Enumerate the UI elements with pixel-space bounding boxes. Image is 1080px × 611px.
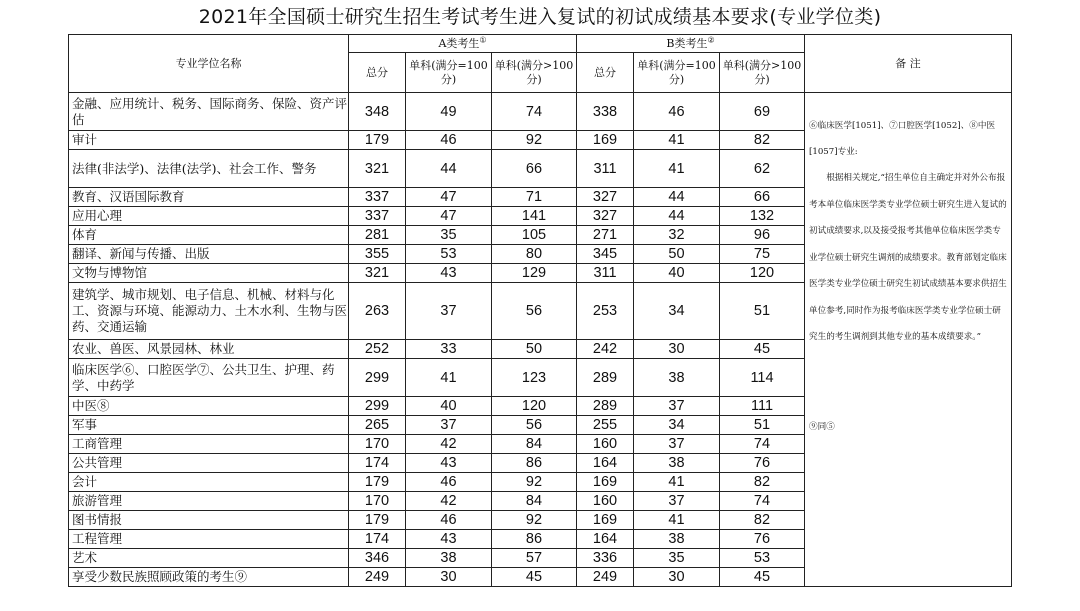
row-a-total: 170 — [349, 435, 406, 454]
row-b-total: 169 — [577, 473, 634, 492]
row-degree-name: 建筑学、城市规划、电子信息、机械、材料与化工、资源与环境、能源动力、土木水利、生物与医药、交通运输 — [69, 283, 349, 340]
row-b-total: 255 — [577, 416, 634, 435]
row-a-total: 174 — [349, 530, 406, 549]
row-b-s2: 45 — [720, 340, 805, 359]
row-b-s2: 111 — [720, 397, 805, 416]
remark-same-as-note: ⑨同⑤ — [809, 421, 835, 432]
row-a-s2: 86 — [492, 530, 577, 549]
row-b-total: 336 — [577, 549, 634, 568]
row-degree-name: 军事 — [69, 416, 349, 435]
header-remark: 备 注 — [805, 35, 1012, 93]
row-a-s2: 50 — [492, 340, 577, 359]
row-a-s2: 123 — [492, 359, 577, 397]
row-degree-name: 农业、兽医、风景园林、林业 — [69, 340, 349, 359]
row-degree-name: 临床医学⑥、口腔医学⑦、公共卫生、护理、药学、中药学 — [69, 359, 349, 397]
row-a-total: 321 — [349, 150, 406, 188]
header-group-b-label: B类考生 — [666, 36, 708, 50]
row-b-total: 327 — [577, 188, 634, 207]
row-b-s1: 44 — [634, 188, 720, 207]
remark-regulation-text: 根据相关规定,“招生单位自主确定并对外公布报考本单位临床医学类专业学位硕士研究生进入复试的初试成绩要求,以及接受报考其他单位临床医学类专业学位硕士研究生调剂的成绩要求。教育部划定临床医学类专业学位硕士研究生初试成绩基本要求供招生单位参考,同时作为报考临床医学类专业学位硕士研究生的考生调剂到其他专业的基本成绩要求。” — [809, 173, 1007, 342]
row-b-total: 160 — [577, 492, 634, 511]
row-a-total: 179 — [349, 131, 406, 150]
row-a-s2: 120 — [492, 397, 577, 416]
row-a-s2: 92 — [492, 131, 577, 150]
row-b-s1: 35 — [634, 549, 720, 568]
row-b-total: 327 — [577, 207, 634, 226]
row-a-s1: 35 — [406, 226, 492, 245]
header-group-a-mark: ① — [479, 34, 487, 44]
header-group-a — [349, 35, 577, 53]
row-a-s2: 86 — [492, 454, 577, 473]
header-group-a-label: A类考生 — [438, 36, 480, 50]
row-a-total: 265 — [349, 416, 406, 435]
row-a-s1: 37 — [406, 283, 492, 340]
row-a-total: 299 — [349, 359, 406, 397]
row-b-total: 289 — [577, 359, 634, 397]
row-degree-name: 公共管理 — [69, 454, 349, 473]
row-a-s2: 105 — [492, 226, 577, 245]
row-b-s2: 75 — [720, 245, 805, 264]
row-degree-name: 艺术 — [69, 549, 349, 568]
row-b-s2: 82 — [720, 473, 805, 492]
row-degree-name: 图书情报 — [69, 511, 349, 530]
row-a-s2: 56 — [492, 283, 577, 340]
row-a-s1: 47 — [406, 188, 492, 207]
row-b-s1: 32 — [634, 226, 720, 245]
row-b-s1: 30 — [634, 340, 720, 359]
row-degree-name: 教育、汉语国际教育 — [69, 188, 349, 207]
row-b-total: 271 — [577, 226, 634, 245]
row-b-s1: 41 — [634, 131, 720, 150]
row-b-s2: 132 — [720, 207, 805, 226]
row-a-s1: 41 — [406, 359, 492, 397]
row-b-s2: 96 — [720, 226, 805, 245]
row-degree-name: 中医⑧ — [69, 397, 349, 416]
header-a-single-over-100: 单科(满分>100分) — [492, 53, 577, 93]
table-row — [69, 93, 1012, 131]
row-a-total: 355 — [349, 245, 406, 264]
row-b-total: 160 — [577, 435, 634, 454]
row-a-s2: 71 — [492, 188, 577, 207]
row-degree-name: 会计 — [69, 473, 349, 492]
row-b-s2: 74 — [720, 492, 805, 511]
row-b-total: 164 — [577, 530, 634, 549]
page-title: 2021年全国硕士研究生招生考试考生进入复试的初试成绩基本要求(专业学位类) — [198, 6, 882, 28]
row-b-s1: 44 — [634, 207, 720, 226]
header-group-b-mark: ② — [707, 34, 715, 44]
row-b-s2: 76 — [720, 530, 805, 549]
header-name: 专业学位名称 — [69, 35, 349, 93]
header-b-single-over-100: 单科(满分>100分) — [720, 53, 805, 93]
row-b-s2: 69 — [720, 93, 805, 131]
row-degree-name: 应用心理 — [69, 207, 349, 226]
row-a-s1: 40 — [406, 397, 492, 416]
row-b-s2: 53 — [720, 549, 805, 568]
row-b-s1: 37 — [634, 435, 720, 454]
remark-clinical-note: ⑥临床医学[1051]、⑦口腔医学[1052]、⑧中医[1057]专业: — [809, 121, 996, 157]
row-b-total: 169 — [577, 131, 634, 150]
row-degree-name: 享受少数民族照顾政策的考生⑨ — [69, 568, 349, 587]
row-degree-name: 翻译、新闻与传播、出版 — [69, 245, 349, 264]
row-b-s2: 51 — [720, 416, 805, 435]
row-b-s2: 76 — [720, 454, 805, 473]
row-a-total: 346 — [349, 549, 406, 568]
row-a-s2: 92 — [492, 511, 577, 530]
row-degree-name: 旅游管理 — [69, 492, 349, 511]
row-b-s2: 51 — [720, 283, 805, 340]
row-degree-name: 工商管理 — [69, 435, 349, 454]
row-a-s1: 30 — [406, 568, 492, 587]
row-b-total: 289 — [577, 397, 634, 416]
row-b-s2: 82 — [720, 131, 805, 150]
row-a-s2: 84 — [492, 435, 577, 454]
row-a-s2: 129 — [492, 264, 577, 283]
row-b-s2: 82 — [720, 511, 805, 530]
row-b-total: 253 — [577, 283, 634, 340]
row-b-total: 169 — [577, 511, 634, 530]
row-b-s1: 50 — [634, 245, 720, 264]
row-a-s1: 37 — [406, 416, 492, 435]
row-a-total: 252 — [349, 340, 406, 359]
row-b-total: 345 — [577, 245, 634, 264]
row-b-s2: 120 — [720, 264, 805, 283]
row-b-s1: 30 — [634, 568, 720, 587]
row-b-s1: 37 — [634, 492, 720, 511]
row-a-s2: 56 — [492, 416, 577, 435]
score-table — [68, 34, 1012, 587]
row-b-s1: 41 — [634, 511, 720, 530]
row-b-total: 164 — [577, 454, 634, 473]
row-a-total: 299 — [349, 397, 406, 416]
row-b-s2: 114 — [720, 359, 805, 397]
row-degree-name: 法律(非法学)、法律(法学)、社会工作、警务 — [69, 150, 349, 188]
row-a-s1: 38 — [406, 549, 492, 568]
row-a-s2: 141 — [492, 207, 577, 226]
row-a-s2: 74 — [492, 93, 577, 131]
row-degree-name: 审计 — [69, 131, 349, 150]
row-degree-name: 金融、应用统计、税务、国际商务、保险、资产评估 — [69, 93, 349, 131]
row-a-s1: 46 — [406, 131, 492, 150]
remark-cell — [805, 93, 1012, 587]
row-a-s2: 45 — [492, 568, 577, 587]
row-a-s1: 47 — [406, 207, 492, 226]
row-a-s1: 42 — [406, 435, 492, 454]
row-b-s1: 38 — [634, 454, 720, 473]
row-a-total: 337 — [349, 207, 406, 226]
header-b-single-100: 单科(满分=100分) — [634, 53, 720, 93]
row-b-s1: 37 — [634, 397, 720, 416]
row-a-s2: 80 — [492, 245, 577, 264]
row-degree-name: 工程管理 — [69, 530, 349, 549]
row-a-s1: 53 — [406, 245, 492, 264]
row-b-s2: 45 — [720, 568, 805, 587]
row-b-s1: 38 — [634, 530, 720, 549]
row-a-total: 179 — [349, 511, 406, 530]
row-b-s2: 74 — [720, 435, 805, 454]
row-a-total: 179 — [349, 473, 406, 492]
row-a-s1: 43 — [406, 264, 492, 283]
row-b-s2: 62 — [720, 150, 805, 188]
row-b-s1: 46 — [634, 93, 720, 131]
row-a-s2: 84 — [492, 492, 577, 511]
row-a-total: 337 — [349, 188, 406, 207]
header-a-total: 总分 — [349, 53, 406, 93]
row-a-s1: 43 — [406, 454, 492, 473]
row-b-s1: 38 — [634, 359, 720, 397]
row-a-s2: 57 — [492, 549, 577, 568]
header-group-b — [577, 35, 805, 53]
row-b-s1: 41 — [634, 473, 720, 492]
row-a-total: 321 — [349, 264, 406, 283]
row-b-total: 249 — [577, 568, 634, 587]
row-a-total: 263 — [349, 283, 406, 340]
header-a-single-100: 单科(满分=100分) — [406, 53, 492, 93]
row-a-total: 174 — [349, 454, 406, 473]
row-b-s1: 41 — [634, 150, 720, 188]
row-a-s1: 49 — [406, 93, 492, 131]
row-b-s1: 40 — [634, 264, 720, 283]
row-a-total: 170 — [349, 492, 406, 511]
row-a-s2: 66 — [492, 150, 577, 188]
row-a-total: 348 — [349, 93, 406, 131]
row-a-s1: 46 — [406, 473, 492, 492]
row-b-total: 338 — [577, 93, 634, 131]
row-b-total: 311 — [577, 264, 634, 283]
row-b-s1: 34 — [634, 416, 720, 435]
row-a-total: 249 — [349, 568, 406, 587]
row-a-s1: 42 — [406, 492, 492, 511]
row-degree-name: 体育 — [69, 226, 349, 245]
row-a-s1: 44 — [406, 150, 492, 188]
row-b-s1: 34 — [634, 283, 720, 340]
row-b-total: 242 — [577, 340, 634, 359]
row-b-total: 311 — [577, 150, 634, 188]
row-a-s1: 43 — [406, 530, 492, 549]
row-a-total: 281 — [349, 226, 406, 245]
row-a-s1: 46 — [406, 511, 492, 530]
row-b-s2: 66 — [720, 188, 805, 207]
row-a-s1: 33 — [406, 340, 492, 359]
table-body — [69, 93, 1012, 587]
row-degree-name: 文物与博物馆 — [69, 264, 349, 283]
header-b-total: 总分 — [577, 53, 634, 93]
row-a-s2: 92 — [492, 473, 577, 492]
